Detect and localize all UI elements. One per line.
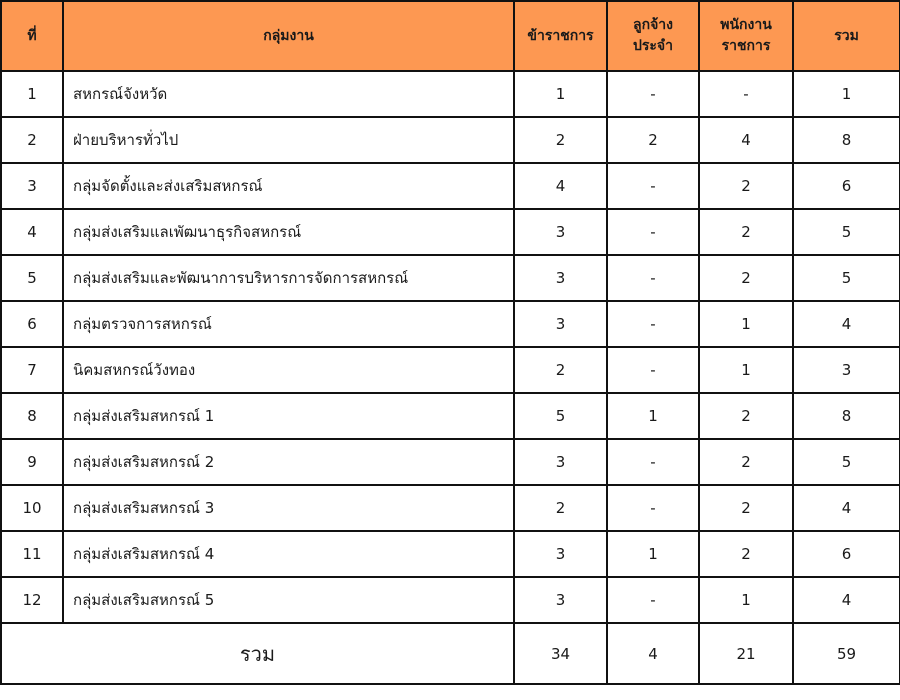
cell-permanent-employee: 1	[607, 531, 699, 577]
cell-total: 3	[793, 347, 900, 393]
cell-no: 4	[1, 209, 63, 255]
grand-total: 59	[793, 623, 900, 684]
table-row	[1, 531, 900, 577]
cell-permanent-employee: -	[607, 301, 699, 347]
header-permanent-employee-line2: ประจำ	[633, 38, 673, 54]
cell-total: 6	[793, 163, 900, 209]
cell-permanent-employee: -	[607, 347, 699, 393]
cell-no: 9	[1, 439, 63, 485]
header-total: รวม	[793, 1, 900, 71]
cell-total: 5	[793, 209, 900, 255]
cell-permanent-employee: -	[607, 209, 699, 255]
cell-no: 1	[1, 71, 63, 117]
header-government-employee-line2: ราชการ	[721, 38, 771, 54]
table-header	[1, 1, 900, 71]
cell-no: 6	[1, 301, 63, 347]
cell-civil-servant: 5	[514, 393, 607, 439]
table-body	[1, 71, 900, 623]
total-civil-servant: 34	[514, 623, 607, 684]
cell-permanent-employee: -	[607, 71, 699, 117]
header-government-employee-line1: พนักงาน	[720, 17, 772, 33]
table-row	[1, 301, 900, 347]
table-row	[1, 117, 900, 163]
cell-government-employee: 1	[699, 347, 793, 393]
cell-civil-servant: 3	[514, 255, 607, 301]
cell-no: 12	[1, 577, 63, 623]
cell-total: 5	[793, 255, 900, 301]
cell-group-name: กลุ่มส่งเสริมสหกรณ์ 3	[63, 485, 514, 531]
cell-group-name: นิคมสหกรณ์วังทอง	[63, 347, 514, 393]
cell-civil-servant: 3	[514, 209, 607, 255]
cell-group-name: กลุ่มตรวจการสหกรณ์	[63, 301, 514, 347]
cell-civil-servant: 2	[514, 347, 607, 393]
table-row	[1, 393, 900, 439]
header-permanent-employee-line1: ลูกจ้าง	[633, 17, 673, 33]
cell-group-name: กลุ่มส่งเสริมและพัฒนาการบริหารการจัดการสหกรณ์	[63, 255, 514, 301]
cell-group-name: ฝ่ายบริหารทั่วไป	[63, 117, 514, 163]
cell-civil-servant: 1	[514, 71, 607, 117]
cell-permanent-employee: -	[607, 163, 699, 209]
cell-civil-servant: 3	[514, 301, 607, 347]
total-row	[1, 623, 900, 684]
cell-total: 8	[793, 393, 900, 439]
cell-group-name: กลุ่มจัดตั้งและส่งเสริมสหกรณ์	[63, 163, 514, 209]
cell-government-employee: -	[699, 71, 793, 117]
cell-total: 4	[793, 301, 900, 347]
cell-government-employee: 2	[699, 163, 793, 209]
cell-total: 1	[793, 71, 900, 117]
cell-group-name: กลุ่มส่งเสริมสหกรณ์ 1	[63, 393, 514, 439]
cell-government-employee: 1	[699, 301, 793, 347]
total-permanent-employee: 4	[607, 623, 699, 684]
header-civil-servant: ข้าราชการ	[514, 1, 607, 71]
cell-civil-servant: 2	[514, 117, 607, 163]
cell-group-name: สหกรณ์จังหวัด	[63, 71, 514, 117]
cell-no: 8	[1, 393, 63, 439]
cell-government-employee: 2	[699, 485, 793, 531]
total-government-employee: 21	[699, 623, 793, 684]
cell-total: 4	[793, 485, 900, 531]
cell-civil-servant: 2	[514, 485, 607, 531]
header-group: กลุ่มงาน	[63, 1, 514, 71]
cell-government-employee: 2	[699, 209, 793, 255]
table-row	[1, 485, 900, 531]
cell-civil-servant: 3	[514, 439, 607, 485]
cell-government-employee: 4	[699, 117, 793, 163]
cell-government-employee: 2	[699, 393, 793, 439]
cell-no: 2	[1, 117, 63, 163]
cell-civil-servant: 4	[514, 163, 607, 209]
table-row	[1, 255, 900, 301]
cell-no: 7	[1, 347, 63, 393]
cell-permanent-employee: -	[607, 577, 699, 623]
cell-permanent-employee: -	[607, 255, 699, 301]
total-label: รวม	[1, 623, 514, 684]
cell-permanent-employee: -	[607, 439, 699, 485]
cell-government-employee: 2	[699, 255, 793, 301]
cell-total: 4	[793, 577, 900, 623]
cell-group-name: กลุ่มส่งเสริมสหกรณ์ 4	[63, 531, 514, 577]
cell-no: 10	[1, 485, 63, 531]
table-row	[1, 209, 900, 255]
cell-government-employee: 2	[699, 439, 793, 485]
header-no: ที่	[1, 1, 63, 71]
table-row	[1, 71, 900, 117]
cell-permanent-employee: 2	[607, 117, 699, 163]
table-row	[1, 439, 900, 485]
cell-total: 5	[793, 439, 900, 485]
cell-group-name: กลุ่มส่งเสริมแลเพัฒนาธุรกิจสหกรณ์	[63, 209, 514, 255]
table-row	[1, 577, 900, 623]
cell-total: 6	[793, 531, 900, 577]
cell-no: 11	[1, 531, 63, 577]
header-government-employee	[699, 1, 793, 71]
header-row	[1, 1, 900, 71]
cell-permanent-employee: 1	[607, 393, 699, 439]
cell-no: 3	[1, 163, 63, 209]
table-row	[1, 347, 900, 393]
cell-civil-servant: 3	[514, 531, 607, 577]
cell-government-employee: 1	[699, 577, 793, 623]
cell-no: 5	[1, 255, 63, 301]
header-permanent-employee	[607, 1, 699, 71]
cell-civil-servant: 3	[514, 577, 607, 623]
cell-government-employee: 2	[699, 531, 793, 577]
cell-group-name: กลุ่มส่งเสริมสหกรณ์ 2	[63, 439, 514, 485]
table-row	[1, 163, 900, 209]
cell-group-name: กลุ่มส่งเสริมสหกรณ์ 5	[63, 577, 514, 623]
table-footer	[1, 623, 900, 684]
cell-permanent-employee: -	[607, 485, 699, 531]
cell-total: 8	[793, 117, 900, 163]
